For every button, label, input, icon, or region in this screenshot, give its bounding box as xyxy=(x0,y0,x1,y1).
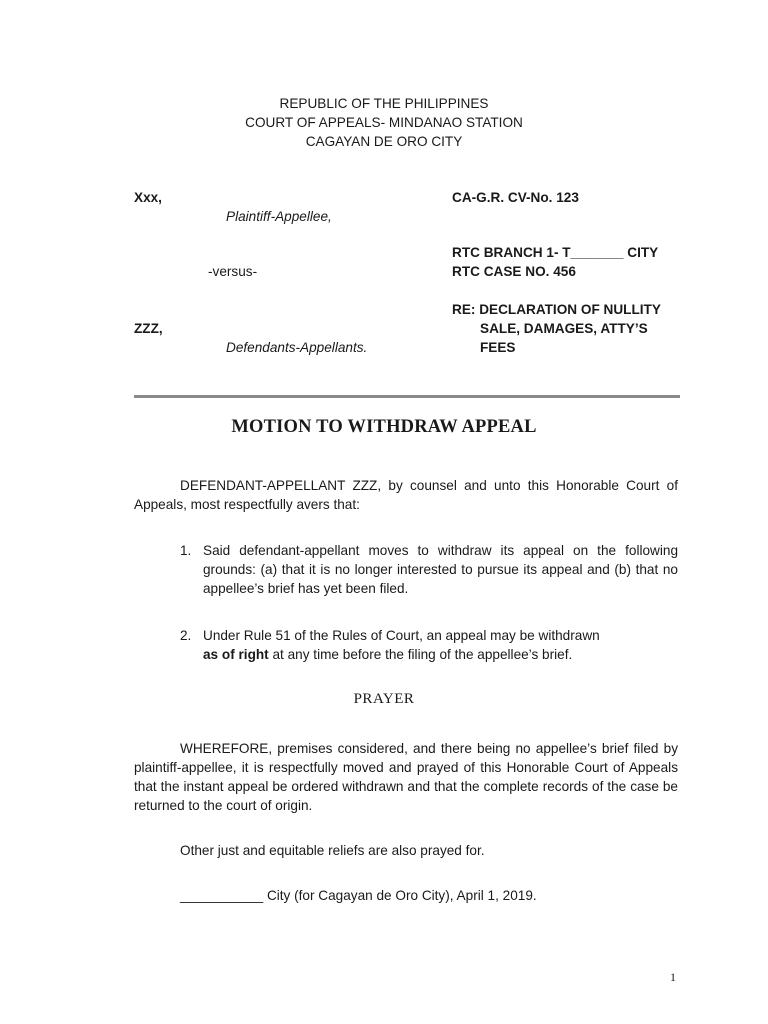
rtc-branch: RTC BRANCH 1- T_______ CITY xyxy=(452,245,659,260)
caption-divider xyxy=(134,395,680,398)
list-item-text: Said defendant-appellant moves to withdraw its appeal on the following grounds: (a) that it is no longer interested to pursue its appeal and (b) that no appellee’s brief has yet been filed. xyxy=(203,543,678,596)
list-item-text xyxy=(203,626,678,664)
list-item-text-after: at any time before the filing of the appellee’s brief. xyxy=(272,647,573,662)
wherefore-paragraph: WHEREFORE, premises considered, and there being no appellee’s brief filed by plaintiff-appellee, it is respectfully moved and prayed of this Honorable Court of Appeals that the instant appeal be ordered withdrawn and that the complete records of the case be returned to the court of origin. xyxy=(134,741,678,813)
prayer-heading: PRAYER xyxy=(353,691,415,707)
defendant-name: ZZZ, xyxy=(134,321,163,336)
versus-label: -versus- xyxy=(208,264,258,279)
re-line-3: FEES xyxy=(480,340,516,355)
re-line-2: SALE, DAMAGES, ATTY’S xyxy=(480,321,648,336)
case-number: CA-G.R. CV-No. 123 xyxy=(452,190,579,205)
intro-paragraph: DEFENDANT-APPELLANT ZZZ, by counsel and unto this Honorable Court of Appeals, most respectfully avers that: xyxy=(134,478,678,512)
other-reliefs-line: Other just and equitable reliefs are also prayed for. xyxy=(180,843,485,858)
list-item-number: 2. xyxy=(180,628,192,643)
rtc-case-number: RTC CASE NO. 456 xyxy=(452,264,576,279)
page-number: 1 xyxy=(670,970,676,984)
list-item-text-before: Under Rule 51 of the Rules of Court, an appeal may be withdrawn xyxy=(203,628,600,643)
plaintiff-role: Plaintiff-Appellee, xyxy=(226,209,332,224)
court-header-line-1: REPUBLIC OF THE PHILIPPINES xyxy=(279,96,489,111)
motion-title: MOTION TO WITHDRAW APPEAL xyxy=(231,417,537,437)
court-header-line-3: CAGAYAN DE ORO CITY xyxy=(305,134,463,149)
emphasis-as-of-right: as of right xyxy=(203,647,269,662)
defendant-role: Defendants-Appellants. xyxy=(226,340,368,355)
date-line: ___________ City (for Cagayan de Oro City), April 1, 2019. xyxy=(180,888,537,903)
re-line-1: RE: DECLARATION OF NULLITY xyxy=(452,302,661,317)
list-item-number: 1. xyxy=(180,543,192,558)
plaintiff-name: Xxx, xyxy=(134,190,162,205)
court-header-line-2: COURT OF APPEALS- MINDANAO STATION xyxy=(245,115,523,130)
